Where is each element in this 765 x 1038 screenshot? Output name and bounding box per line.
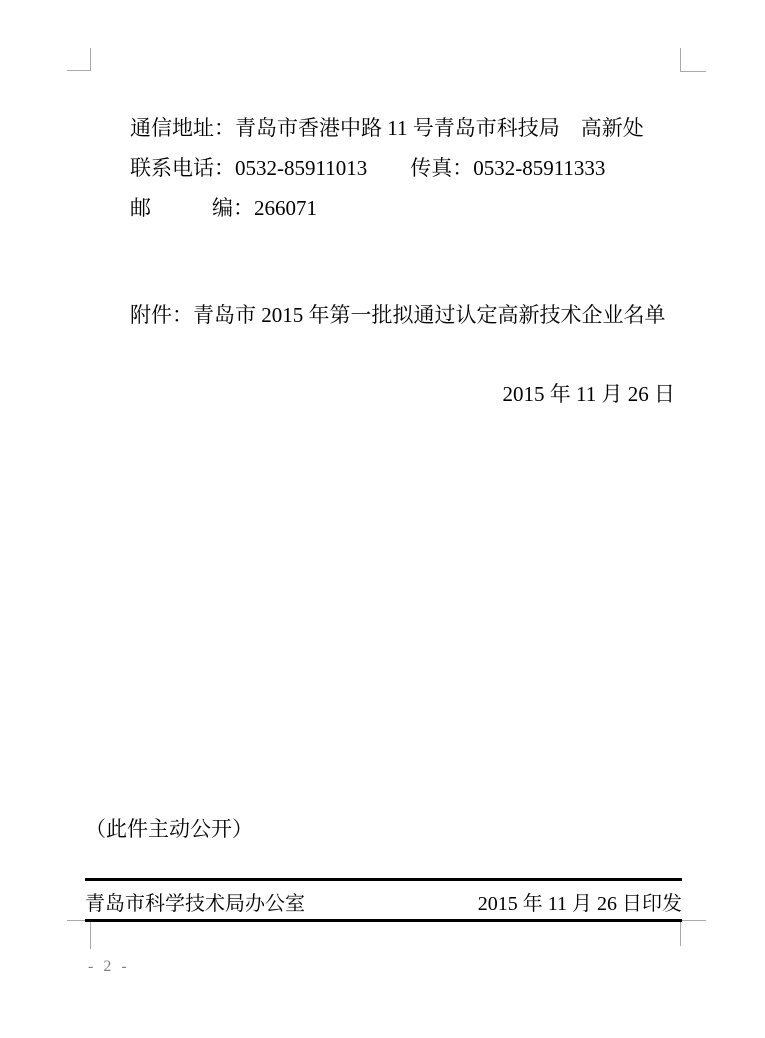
address-value: 青岛市香港中路 11 号青岛市科技局 高新处 xyxy=(235,116,644,140)
contact-address-line xyxy=(130,108,644,148)
contact-block xyxy=(130,108,644,228)
footer-row xyxy=(85,883,682,917)
disclosure-note: （此件主动公开） xyxy=(85,817,253,841)
contact-phone-line xyxy=(130,148,644,188)
contact-postcode-line xyxy=(130,188,644,228)
page-number: - 2 - xyxy=(88,958,130,975)
postcode-label-second: 编： xyxy=(212,196,254,220)
footer-print-date: 2015 年 11 月 26 日印发 xyxy=(477,893,682,915)
crop-mark-bottom-right xyxy=(680,920,706,946)
postcode-value: 266071 xyxy=(254,196,317,220)
attachment-line xyxy=(130,299,666,331)
attachment-label: 附件： xyxy=(130,303,193,327)
crop-mark-bottom-left xyxy=(67,920,91,949)
attachment-title: 青岛市 2015 年第一批拟通过认定高新技术企业名单 xyxy=(193,303,666,327)
fax-label: 传真： xyxy=(410,156,474,180)
footer-rule-top xyxy=(85,878,682,881)
fax-value: 0532-85911333 xyxy=(473,156,606,180)
crop-mark-top-right xyxy=(680,48,706,72)
footer-rule-bottom xyxy=(85,919,682,922)
address-label: 通信地址： xyxy=(130,116,235,140)
postcode-label-first: 邮 xyxy=(130,196,151,220)
phone-value: 0532-85911013 xyxy=(235,156,368,180)
crop-mark-top-left xyxy=(67,48,91,71)
phone-label: 联系电话： xyxy=(130,156,235,180)
footer-issuer: 青岛市科学技术局办公室 xyxy=(85,893,305,915)
sign-date: 2015 年 11 月 26 日 xyxy=(502,382,675,406)
